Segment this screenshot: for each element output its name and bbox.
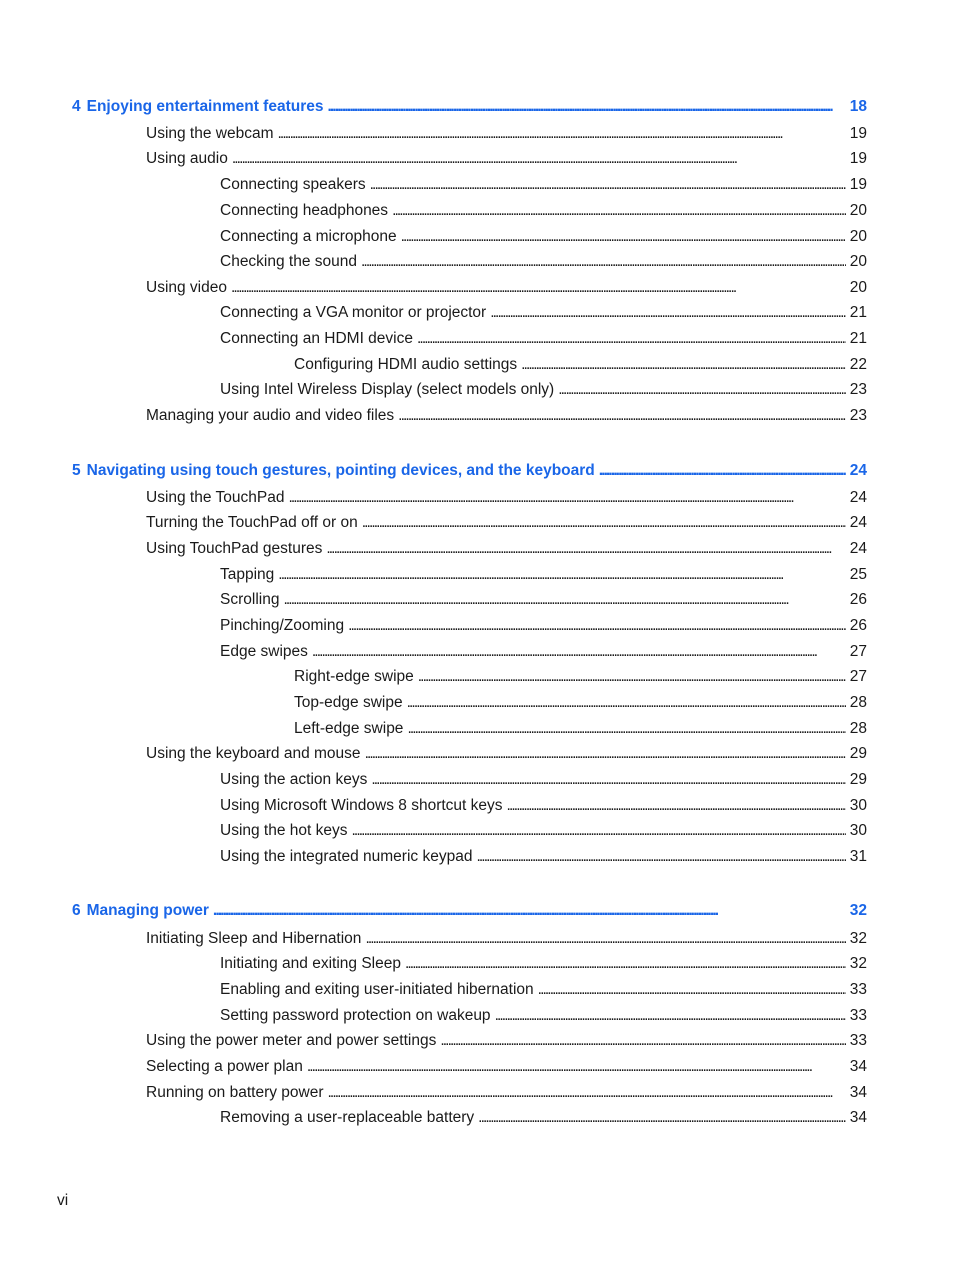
toc-page-number: 33: [849, 1007, 867, 1024]
dot-leader: [392, 201, 846, 221]
toc-page-number: 24: [849, 514, 867, 531]
toc-entry-title: Using audio: [146, 150, 228, 167]
dot-leader: [558, 380, 846, 400]
toc-page-number: 25: [849, 566, 867, 583]
dot-leader: [365, 929, 845, 949]
toc-entry[interactable]: [146, 1031, 867, 1051]
toc-page-number: 33: [849, 981, 867, 998]
toc-entry-title: Enjoying entertainment features: [86, 98, 324, 115]
dot-leader: [362, 513, 846, 533]
chapter-number: 5: [72, 462, 81, 479]
toc-entry-title: Connecting an HDMI device: [220, 330, 413, 347]
toc-entry[interactable]: [220, 329, 867, 349]
dot-leader: [348, 616, 846, 636]
dot-leader: [288, 488, 845, 508]
toc-entry[interactable]: [220, 380, 867, 400]
toc-page-number: 18: [849, 98, 867, 115]
toc-entry-title: Using the webcam: [146, 125, 274, 142]
toc-entry[interactable]: [220, 954, 867, 974]
dot-leader: [490, 303, 846, 323]
toc-entry[interactable]: [220, 303, 867, 323]
toc-page-number: 29: [849, 771, 867, 788]
toc-entry[interactable]: [146, 488, 867, 508]
toc-page-number: 32: [849, 902, 867, 919]
toc-entry-title: Removing a user-replaceable battery: [220, 1109, 475, 1126]
toc-entry[interactable]: [220, 175, 867, 195]
toc-entry-title: Using the action keys: [220, 771, 368, 788]
dot-leader: [232, 149, 846, 169]
toc-entry-title: Initiating and exiting Sleep: [220, 955, 401, 972]
dot-leader: [213, 901, 846, 921]
dot-leader: [283, 590, 845, 610]
toc-entry-title: Navigating using touch gestures, pointing devices, and the keyboard: [86, 462, 595, 479]
toc-page-number: 20: [849, 228, 867, 245]
dot-leader: [361, 252, 846, 272]
toc-entry-title: Using Microsoft Windows 8 shortcut keys: [220, 797, 503, 814]
dot-leader: [278, 124, 846, 144]
toc-entry[interactable]: [220, 616, 867, 636]
toc-page-number: 26: [849, 617, 867, 634]
dot-leader: [352, 821, 846, 841]
dot-leader: [407, 719, 845, 739]
dot-leader: [417, 329, 846, 349]
dot-leader: [307, 1057, 846, 1077]
toc-page-number: 26: [849, 591, 867, 608]
toc-entry[interactable]: [294, 719, 867, 739]
dot-leader: [521, 355, 846, 375]
dot-leader: [326, 539, 845, 559]
dot-leader: [418, 667, 846, 687]
dot-leader: [538, 980, 846, 1000]
toc-entry[interactable]: [220, 590, 867, 610]
toc-entry-title: Using Intel Wireless Display (select models only): [220, 381, 555, 398]
toc-entry-title: Selecting a power plan: [146, 1058, 303, 1075]
toc-entry-title: Managing your audio and video files: [146, 407, 395, 424]
toc-entry[interactable]: [146, 124, 867, 144]
toc-entry-title: Using the hot keys: [220, 822, 348, 839]
chapter-number: 6: [72, 902, 81, 919]
toc-entry-title: Left-edge swipe: [294, 720, 404, 737]
toc-entry[interactable]: [220, 980, 867, 1000]
toc-entry-title: Managing power: [86, 902, 209, 919]
toc-entry-title: Turning the TouchPad off or on: [146, 514, 358, 531]
dot-leader: [407, 693, 846, 713]
toc-entry[interactable]: [294, 355, 867, 375]
dot-leader: [327, 97, 845, 117]
toc-page-number: 30: [849, 797, 867, 814]
dot-leader: [495, 1006, 846, 1026]
toc-entry-title: Right-edge swipe: [294, 668, 414, 685]
toc-page-number: 33: [849, 1032, 867, 1049]
toc-entry-title: Tapping: [220, 566, 275, 583]
toc-entry[interactable]: [220, 201, 867, 221]
toc-page-number: 23: [849, 407, 867, 424]
toc-chapter-entry[interactable]: [72, 461, 867, 481]
toc-entry[interactable]: [220, 252, 867, 272]
toc-page-number: 20: [849, 202, 867, 219]
toc-page-number: 30: [849, 822, 867, 839]
toc-entry-title: Checking the sound: [220, 253, 358, 270]
toc-entry[interactable]: [294, 667, 867, 687]
toc-entry-title: Using the keyboard and mouse: [146, 745, 361, 762]
toc-entry-title: Pinching/Zooming: [220, 617, 345, 634]
page-number-footer: vi: [57, 1192, 69, 1209]
toc-page-number: 28: [849, 720, 867, 737]
toc-entry[interactable]: [146, 539, 867, 559]
toc-entry[interactable]: [220, 227, 867, 247]
dot-leader: [599, 461, 846, 481]
toc-entry-title: Connecting a VGA monitor or projector: [220, 304, 487, 321]
dot-leader: [507, 796, 846, 816]
toc-page-number: 23: [849, 381, 867, 398]
toc-entry[interactable]: [146, 278, 867, 298]
toc-entry[interactable]: [220, 847, 867, 867]
toc-entry[interactable]: [146, 929, 867, 949]
toc-page-number: 32: [849, 930, 867, 947]
toc-entry-title: Enabling and exiting user-initiated hibernation: [220, 981, 534, 998]
toc-page-number: 27: [849, 643, 867, 660]
toc-page-number: 27: [849, 668, 867, 685]
toc-entry[interactable]: [220, 796, 867, 816]
toc-entry-title: Running on battery power: [146, 1084, 324, 1101]
toc-entry[interactable]: [220, 770, 867, 790]
toc-entry[interactable]: [220, 821, 867, 841]
dot-leader: [478, 1108, 846, 1128]
toc-entry-title: Using the TouchPad: [146, 489, 285, 506]
dot-leader: [371, 770, 845, 790]
toc-entry[interactable]: [220, 565, 867, 585]
toc-entry[interactable]: [220, 1108, 867, 1128]
toc-entry-title: Connecting speakers: [220, 176, 366, 193]
toc-page-number: 24: [849, 540, 867, 557]
toc-page-number: 34: [849, 1109, 867, 1126]
chapter-number: 4: [72, 98, 81, 115]
toc-page-number: 19: [849, 125, 867, 142]
dot-leader: [312, 642, 846, 662]
toc-page-number: 24: [849, 462, 867, 479]
toc-page-number: 28: [849, 694, 867, 711]
toc-entry-title: Connecting a microphone: [220, 228, 397, 245]
toc-entry-title: Using the integrated numeric keypad: [220, 848, 473, 865]
toc-entry[interactable]: [294, 693, 867, 713]
toc-page-number: 31: [849, 848, 867, 865]
toc-entry-title: Using the power meter and power settings: [146, 1032, 437, 1049]
dot-leader: [401, 227, 846, 247]
dot-leader: [398, 406, 846, 426]
toc-entry-title: Setting password protection on wakeup: [220, 1007, 491, 1024]
toc-entry[interactable]: [146, 513, 867, 533]
toc-page-number: 19: [849, 150, 867, 167]
toc-page-number: 34: [849, 1084, 867, 1101]
toc-entry[interactable]: [146, 1083, 867, 1103]
toc-entry-title: Connecting headphones: [220, 202, 389, 219]
toc-page-number: 21: [849, 304, 867, 321]
toc-entry-title: Edge swipes: [220, 643, 308, 660]
toc-entry-title: Top-edge swipe: [294, 694, 403, 711]
dot-leader: [231, 278, 846, 298]
toc-chapter-entry[interactable]: [72, 97, 867, 117]
dot-leader: [365, 744, 846, 764]
toc-entry[interactable]: [146, 1057, 867, 1077]
toc-page-number: 21: [849, 330, 867, 347]
toc-entry-title: Configuring HDMI audio settings: [294, 356, 518, 373]
toc-entry[interactable]: [146, 149, 867, 169]
dot-leader: [405, 954, 846, 974]
toc-entry[interactable]: [146, 406, 867, 426]
toc-entry[interactable]: [146, 744, 867, 764]
toc-entry-title: Initiating Sleep and Hibernation: [146, 930, 362, 947]
toc-page-number: 34: [849, 1058, 867, 1075]
toc-entry-title: Using TouchPad gestures: [146, 540, 323, 557]
toc-page-number: 29: [849, 745, 867, 762]
toc-page-number: 22: [849, 356, 867, 373]
dot-leader: [440, 1031, 845, 1051]
toc-chapter-entry[interactable]: [72, 901, 867, 921]
toc-page-number: 20: [849, 253, 867, 270]
toc-entry-title: Using video: [146, 279, 227, 296]
toc-page-number: 20: [849, 279, 867, 296]
dot-leader: [278, 565, 845, 585]
dot-leader: [328, 1083, 846, 1103]
dot-leader: [476, 847, 845, 867]
toc-page-number: 24: [849, 489, 867, 506]
dot-leader: [370, 175, 846, 195]
toc-page-number: 32: [849, 955, 867, 972]
toc-entry[interactable]: [220, 642, 867, 662]
toc-entry-title: Scrolling: [220, 591, 280, 608]
toc-entry[interactable]: [220, 1006, 867, 1026]
toc-page-number: 19: [849, 176, 867, 193]
